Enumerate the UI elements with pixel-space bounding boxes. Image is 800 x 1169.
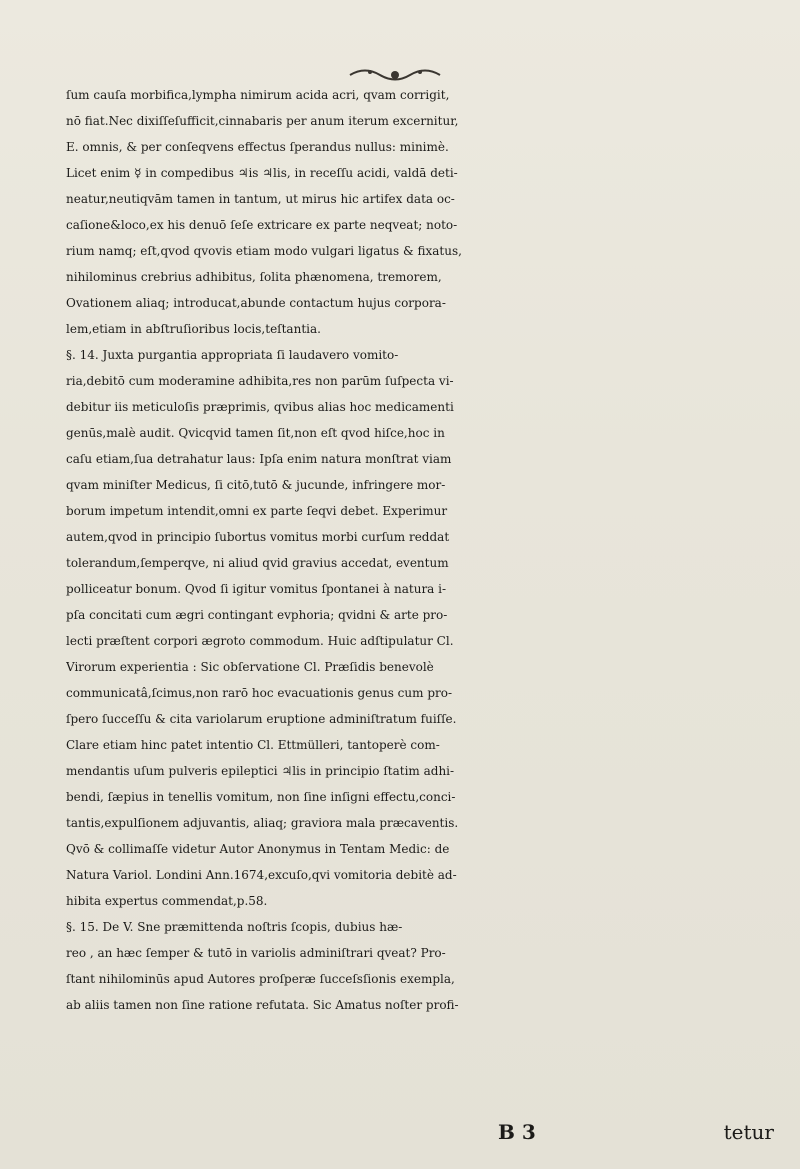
text-line: Qvō & collimaſſe videtur Autor Anonymus in Tentam Medic: de — [66, 842, 450, 856]
text-line: bendi, ſæpius in tenellis vomitum, non ſine inſigni effectu,conci- — [66, 790, 456, 804]
text-line: Licet enim ☿ in compedibus ♃is ♃lis, in receſſu acidi, valdā deti- — [66, 166, 458, 180]
text-line: caſu etiam,ſua detrahatur laus: Ipſa enim natura monſtrat viam — [66, 452, 452, 466]
text-line: borum impetum intendit,omni ex parte ſeqvi debet. Experimur — [66, 504, 448, 518]
text-line: communicatâ,ſcimus,non rarō hoc evacuationis genus cum pro- — [66, 686, 453, 700]
text-line: tantis,expulſionem adjuvantis, aliaq; graviora mala præcaventis. — [66, 816, 459, 830]
text-line: Natura Variol. Londini Ann.1674,excuſo,qvi vomitoria debitè ad- — [66, 868, 457, 882]
text-line: nihilominus crebrius adhibitus, ſolita phænomena, tremorem, — [66, 270, 442, 284]
text-line: ſpero ſucceſſu & cita variolarum eruptione adminiſtratum fuiſſe. — [66, 712, 457, 726]
text-line: mendantis uſum pulveris epileptici ♃lis in principio ſtatim adhi- — [66, 764, 455, 778]
text-line: ſum cauſa morbifica,lympha nimirum acida acri, qvam corrigit, — [66, 88, 450, 102]
text-line: pſa concitati cum ægri contingant evphoria; qvidni & arte pro- — [66, 608, 448, 622]
signature-mark: B 3 — [498, 1120, 536, 1144]
text-line: caſione&loco,ex his denuō ſeſe extricare ex parte neqveat; noto- — [66, 218, 458, 232]
text-line: debitur iis meticuloſis præprimis, qvibus alias hoc medicamenti — [66, 400, 454, 414]
text-line: reo , an hæc ſemper & tutō in variolis adminiſtrari qveat? Pro- — [66, 946, 446, 960]
text-line: E. omnis, & per conſeqvens effectus ſperandus nullus: minimè. — [66, 140, 449, 154]
text-line: ab aliis tamen non ſine ratione refutata. Sic Amatus noſter profi- — [66, 998, 459, 1012]
text-line: Virorum experientia : Sic obſervatione Cl. Præſidis benevolè — [66, 660, 434, 674]
text-line: Ovationem aliaq; introducat,abunde contactum hujus corpora- — [66, 296, 446, 310]
text-line: genūs,malè audit. Qvicqvid tamen ſit,non eſt qvod hiſce,hoc in — [66, 426, 445, 440]
text-line: ria,debitō cum moderamine adhibita,res non parūm ſuſpecta vi- — [66, 374, 454, 388]
text-line: neatur,neutiqvām tamen in tantum, ut mirus hic artifex data oc- — [66, 192, 455, 206]
text-line: autem,qvod in principio ſubortus vomitus morbi curſum reddat — [66, 530, 450, 544]
page-footer — [66, 1120, 784, 1150]
text-line: lem,etiam in abſtruſioribus locis,teſtantia. — [66, 322, 321, 336]
section-15-start: §. 15. De V. Sne præmittenda noſtris ſcopis, dubius hæ- — [66, 920, 403, 934]
text-line: ſtant nihilominūs apud Autores proſperæ ſucceſsſionis exempla, — [66, 972, 455, 986]
text-line: lecti præſtent corpori ægroto commodum. Huic adſtipulatur Cl. — [66, 634, 454, 648]
text-line: nō fiat.Nec dixiſſeſufficit,cinnabaris per anum iterum excernitur, — [66, 114, 459, 128]
text-line: Clare etiam hinc patet intentio Cl. Ettmülleri, tantoperè com- — [66, 738, 440, 752]
section-14-start: §. 14. Juxta purgantia appropriata ſi laudavero vomito- — [66, 348, 399, 362]
text-line: qvam miniſter Medicus, ſi citō,tutō & jucunde, infringere mor- — [66, 478, 446, 492]
text-line: tolerandum,ſemperqve, ni aliud qvid gravius accedat, eventum — [66, 556, 449, 570]
text-line: rium namq; eſt,qvod qvovis etiam modo vulgari ligatus & fixatus, — [66, 244, 462, 258]
text-line: polliceatur bonum. Qvod ſi igitur vomitus ſpontanei à natura i- — [66, 582, 447, 596]
catchword: tetur — [723, 1120, 774, 1144]
text-line: hibita expertus commendat,p.58. — [66, 894, 268, 908]
body-text — [66, 82, 784, 1018]
